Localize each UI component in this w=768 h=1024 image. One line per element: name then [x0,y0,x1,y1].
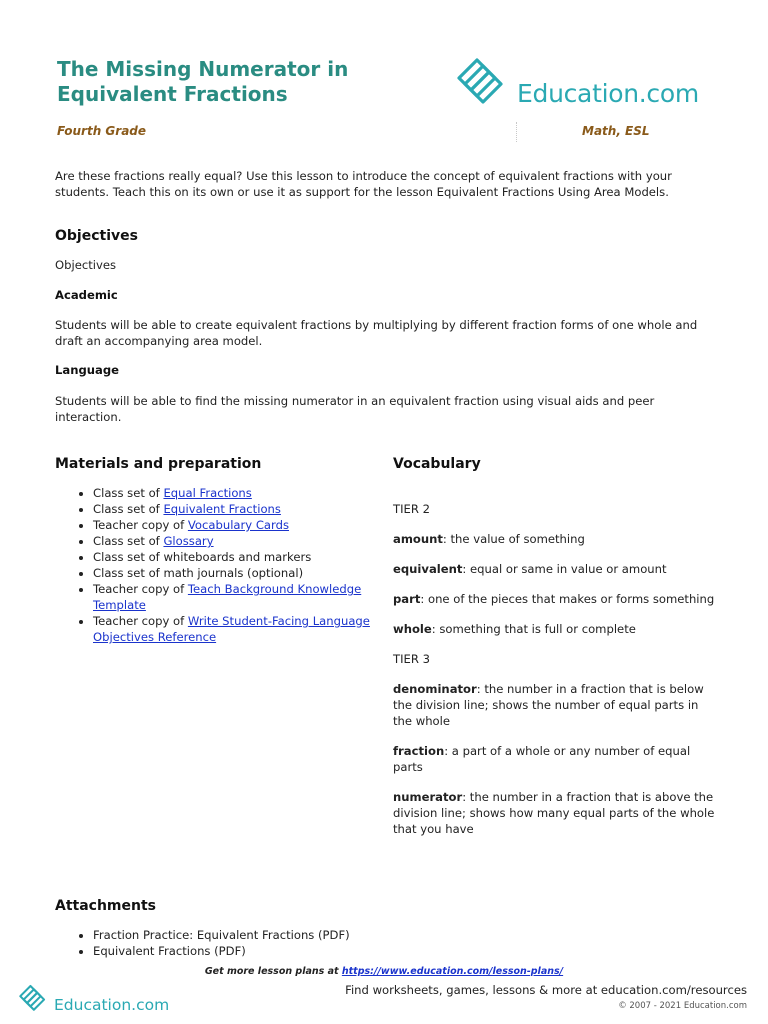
vocab-term: fraction [393,744,445,758]
vocab-definition: : something that is full or complete [431,622,636,636]
materials-item-text: Teacher copy of [93,518,188,532]
vocabulary-section [393,501,718,837]
materials-item [93,613,385,645]
attachment-item[interactable]: • Equivalent Fractions (PDF) [93,943,455,959]
academic-heading: Academic [55,288,118,302]
materials-item-text: Teacher copy of [93,614,188,628]
objectives-heading: Objectives [55,228,138,244]
grade-label: Fourth Grade [57,124,147,138]
footer-logo-text: Education.com [54,996,170,1014]
materials-item [93,517,385,533]
page-title [57,57,437,107]
vocab-entry [393,789,718,837]
vocab-term: amount [393,532,443,546]
materials-list [55,485,385,645]
materials-item [93,565,385,581]
tier2-label: TIER 2 [393,502,430,516]
materials-item-link[interactable]: Write Student-Facing Language Objectives Reference [93,614,370,644]
lesson-plans-link[interactable]: https://www.education.com/lesson-plans/ [341,966,564,977]
attachments-heading: Attachments [55,898,157,914]
footer-cta-text: Get more lesson plans at [204,966,342,977]
vocab-term: numerator [393,790,463,804]
vocab-definition: : the number in a fraction that is above the division line; shows how many equal parts of the whole that you have [393,790,715,836]
footer-cta [0,966,768,977]
subject-label: Math, ESL [582,124,650,138]
footer-logo[interactable] [18,982,178,1016]
education-logo[interactable] [455,58,725,108]
language-text: Students will be able to find the missing numerator in an equivalent fraction using visual aids and peer interaction. [55,394,655,424]
materials-item-text: Class set of [93,534,164,548]
footer-resources-text: Find worksheets, games, lessons & more at education.com/resources [345,983,747,997]
vocab-entry [393,621,718,637]
vocab-definition: : a part of a whole or any number of equal parts [393,744,691,774]
vocab-entry [393,561,718,577]
attachments-list [55,927,455,959]
vocab-term: part [393,592,421,606]
vocab-entry [393,681,718,729]
materials-item-link[interactable]: Teach Background Knowledge Template [93,582,362,612]
materials-item [93,549,385,565]
materials-item-text: Class set of math journals (optional) [93,566,304,580]
materials-item [93,501,385,517]
materials-item-link[interactable]: Glossary [163,534,214,548]
language-heading: Language [55,363,120,377]
objectives-subheading: Objectives [55,258,117,272]
materials-item-text: Class set of [93,486,164,500]
vocab-definition: : the number in a fraction that is below the division line; shows the number of equal parts in the whole [393,682,704,728]
vocab-term: denominator [393,682,477,696]
vocab-definition: : one of the pieces that makes or forms something [420,592,715,606]
materials-item-link[interactable]: Equivalent Fractions [163,502,281,516]
materials-heading: Materials and preparation [55,456,262,472]
materials-item-text: Class set of whiteboards and markers [93,550,312,564]
title-line-2: Equivalent Fractions [57,82,288,106]
vocab-term: equivalent [393,562,463,576]
vocab-term: whole [393,622,432,636]
materials-item-link[interactable]: Equal Fractions [163,486,252,500]
materials-item [93,533,385,549]
education-logo-icon [455,58,515,108]
vocab-entry [393,591,718,607]
vocabulary-heading: Vocabulary [393,456,481,472]
materials-item-text: Teacher copy of [93,582,188,596]
footer-logo-icon [18,982,52,1016]
attachment-item[interactable]: • Fraction Practice: Equivalent Fractions (PDF) [93,927,455,943]
header-divider [516,122,518,142]
materials-item [93,581,385,613]
materials-item-text: Class set of [93,502,164,516]
footer-copyright: © 2007 - 2021 Education.com [618,1001,747,1011]
education-logo-text: Education.com [517,79,699,108]
vocab-entry [393,531,718,547]
intro-text: Are these fractions really equal? Use this lesson to introduce the concept of equivalent fractions with your students. Teach this on its own or use it as support for the lesson Equivalent Fractions Using Area Models. [55,169,672,199]
tier3-label: TIER 3 [393,652,430,666]
academic-text: Students will be able to create equivalent fractions by multiplying by different fraction forms of one whole and draft an accompanying area model. [55,318,698,348]
materials-item [93,485,385,501]
vocab-definition: : the value of something [442,532,585,546]
materials-item-link[interactable]: Vocabulary Cards [187,518,290,532]
title-line-1: The Missing Numerator in [57,57,349,81]
vocab-entry [393,743,718,775]
vocab-definition: : equal or same in value or amount [462,562,667,576]
